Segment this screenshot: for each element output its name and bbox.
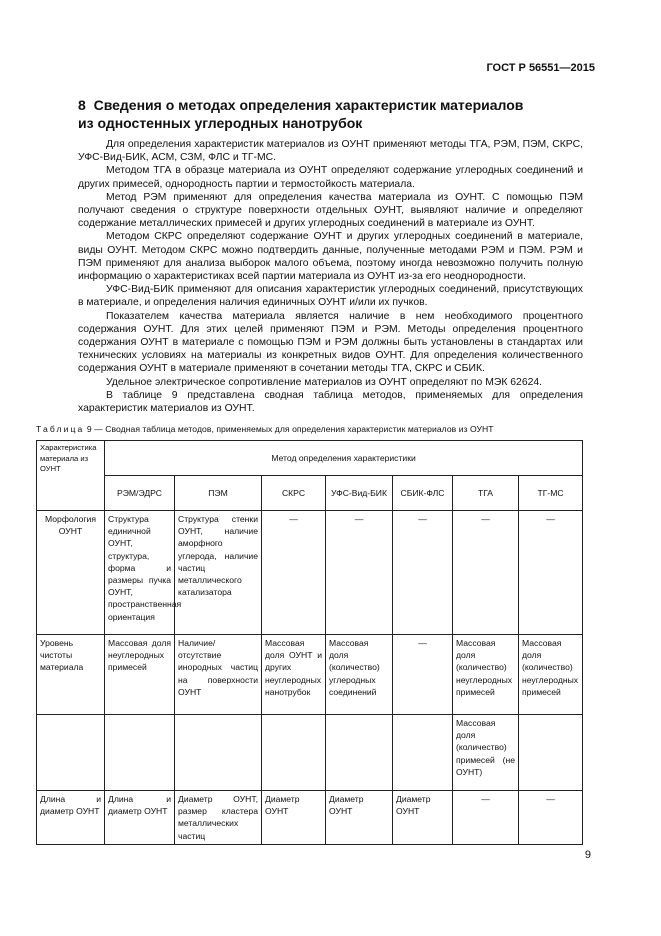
table-cell: Диаметр ОУНТ	[393, 791, 453, 845]
column-header: ТГА	[453, 476, 519, 511]
table-cell: —	[393, 511, 453, 635]
row-label: Морфология ОУНТ	[37, 511, 105, 635]
table-cell: Массовая доля неуглеродных примесей	[105, 635, 175, 715]
header-method-group: Метод определения характеристики	[105, 441, 583, 476]
table-cell: Массовая доля (количество) углеродных соединений	[326, 635, 393, 715]
table-row	[37, 635, 583, 715]
section-title-line2: из одностенных углеродных нанотрубок	[78, 115, 363, 131]
methods-table	[36, 440, 583, 845]
paragraph: Методом ТГА в образце материала из ОУНТ определяют содержание углеродных соединений и других примесей, однородность партии и термостойкость материала.	[78, 165, 583, 190]
section-title-line1: Сведения о методах определения характеристик материалов	[93, 97, 524, 113]
row-label	[37, 715, 105, 791]
row-label: Длина и диаметр ОУНТ	[37, 791, 105, 845]
page-number: 9	[584, 849, 591, 861]
paragraph: Показателем качества материала является наличие в нем необходимого процентного содержания ОУНТ. Для этих целей применяют ПЭМ и РЭМ. Методы определения процентного содержания ОУНТ в материале с помощью ПЭМ и РЭМ должны быть установлены в стандартах или технических условиях на материалы из конкретных видов ОУНТ. Для определения количественного содержания ОУНТ в материале применяют в сочетании методы ТГА, СКРС и СБИК.	[78, 310, 583, 375]
column-header: РЭМ/ЭДРС	[105, 476, 175, 511]
paragraph: В таблице 9 представлена сводная таблица методов, применяемых для определения характеристик материалов из ОУНТ.	[78, 389, 583, 415]
table-column-header-row	[37, 476, 583, 511]
table-row	[37, 715, 583, 791]
table-cell	[262, 715, 326, 791]
section-body	[78, 138, 583, 415]
table-cell	[519, 715, 583, 791]
column-header: ТГ-МС	[519, 476, 583, 511]
table-cell: Длина и диаметр ОУНТ	[105, 791, 175, 845]
table-cell: Массовая доля ОУНТ и других неуглеродных нанотрубок	[262, 635, 326, 715]
table-caption-text: 9 — Сводная таблица методов, применяемых для определения характеристик материалов из ОУНТ	[86, 424, 494, 434]
table-cell: Диаметр ОУНТ, размер кластера металлических частиц	[175, 791, 262, 845]
table-cell: Массовая доля (количество) примесей (не ОУНТ)	[453, 715, 519, 791]
column-header: УФС-Вид-БИК	[326, 476, 393, 511]
paragraph: Метод РЭМ применяют для определения качества материала из ОУНТ. С помощью ПЭМ получают сведения о структуре поверхности отдельных ОУНТ, выявляют наличие и определяют содержание металлических примесей и других углеродных соединений в материале из ОУНТ.	[78, 191, 583, 230]
table-cell: Массовая доля (количество) неуглеродных примесей	[519, 635, 583, 715]
paragraph: Для определения характеристик материалов из ОУНТ применяют методы ТГА, РЭМ, ПЭМ, СКРС, УФС-Вид-БИК, АСМ, СЗМ, ФЛС и ТГ-МС.	[78, 139, 583, 164]
table-cell: Структура единичной ОУНТ, структура, форма и размеры пучка ОУНТ, пространственная ориентация	[105, 511, 175, 635]
table-cell: —	[262, 511, 326, 635]
section-heading	[78, 96, 598, 132]
paragraph: Удельное электрическое сопротивление материалов из ОУНТ определяют по МЭК 62624.	[106, 376, 543, 388]
section-number: 8	[78, 97, 86, 113]
column-header: СКРС	[262, 476, 326, 511]
table-cell: Диаметр ОУНТ	[262, 791, 326, 845]
table-cell: —	[453, 791, 519, 845]
table-cell: —	[519, 791, 583, 845]
table-cell: Наличие/отсутствие инородных частиц на поверхности ОУНТ	[175, 635, 262, 715]
header-characteristic: Характеристика материала из ОУНТ	[37, 441, 105, 511]
table-cell: —	[453, 511, 519, 635]
table-cell: Массовая доля (количество) неуглеродных примесей	[453, 635, 519, 715]
column-header: СБИК-ФЛС	[393, 476, 453, 511]
paragraph: Методом СКРС определяют содержание ОУНТ и других углеродных соединений в материале, виды ОУНТ. Методом СКРС можно подтвердить данные, полученные методами РЭМ и ПЭМ. РЭМ и ПЭМ применяют для анализа выборок малого объема, поэтому иногда невозможно получить полную информацию о характеристиках всей партии материала из ОУНТ из-за его неоднородности.	[78, 231, 583, 283]
table-cell: Диаметр ОУНТ	[326, 791, 393, 845]
table-header-row	[37, 441, 583, 476]
paragraph: УФС-Вид-БИК применяют для описания характеристик углеродных соединений, присутствующих в материале, и определения наличия единичных ОУНТ и/или их пучков.	[78, 284, 583, 309]
table-cell	[175, 715, 262, 791]
table-cell: —	[393, 635, 453, 715]
column-header: ПЭМ	[175, 476, 262, 511]
table-cell	[393, 715, 453, 791]
table-cell	[326, 715, 393, 791]
row-label: Уровень чистоты материала	[37, 635, 105, 715]
table-caption-prefix: Таблица	[36, 424, 85, 434]
standard-designation: ГОСТ Р 56551—2015	[486, 62, 595, 74]
table-cell: Структура стенки ОУНТ, наличие аморфного углерода, наличие частиц металлического катализатора	[175, 511, 262, 635]
table-cell: —	[519, 511, 583, 635]
table-caption	[36, 424, 596, 434]
table-cell	[105, 715, 175, 791]
table-row	[37, 791, 583, 845]
table-cell: —	[326, 511, 393, 635]
table-row	[37, 511, 583, 635]
